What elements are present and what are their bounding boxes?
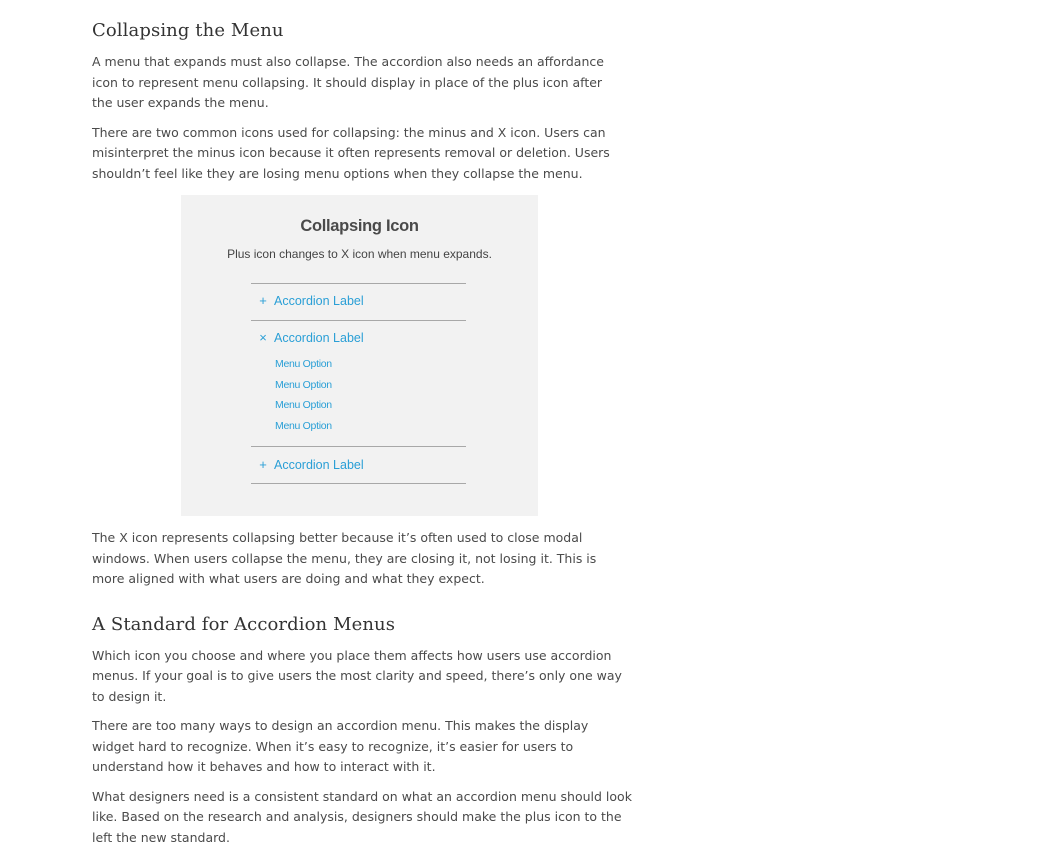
menu-option[interactable]: Menu Option bbox=[275, 379, 332, 391]
menu-option[interactable]: Menu Option bbox=[275, 358, 332, 370]
section-heading-a-standard-for-accordion-menus: A Standard for Accordion Menus bbox=[92, 613, 396, 635]
accordion-divider bbox=[251, 320, 466, 321]
paragraph: A menu that expands must also collapse. The accordion also needs an affordance icon to represent menu collapsing. It should display in place of the plus icon after the user expands the menu. bbox=[92, 54, 604, 110]
accordion-label: Accordion Label bbox=[274, 331, 364, 345]
figure-subtitle: Plus icon changes to X icon when menu expands. bbox=[227, 247, 492, 261]
paragraph: There are two common icons used for collapsing: the minus and X icon. Users can misinterpret the minus icon because it often represents removal or deletion. Users shouldn’t feel like they are losing menu options when they collapse the menu. bbox=[92, 124, 610, 181]
article-continued bbox=[92, 528, 637, 848]
accordion-divider bbox=[251, 283, 466, 284]
x-icon: × bbox=[259, 330, 267, 345]
paragraph: What designers need is a consistent standard on what an accordion menu should look like. Based on the research and analysis, designers should make the plus icon to the left the new standard. bbox=[92, 788, 632, 845]
accordion-item-3[interactable] bbox=[257, 458, 364, 472]
paragraph: Which icon you choose and where you place them affects how users use accordion menus. If your goal is to give users the most clarity and speed, there’s only one way to design it. bbox=[92, 647, 622, 704]
section-heading-collapsing-the-menu: Collapsing the Menu bbox=[92, 20, 284, 41]
plus-icon: + bbox=[259, 457, 267, 472]
plus-icon: + bbox=[259, 293, 267, 308]
collapsing-icon-figure bbox=[181, 195, 538, 516]
accordion-item-1[interactable] bbox=[257, 294, 364, 308]
paragraph: The X icon represents collapsing better because it’s often used to close modal windows. When users collapse the menu, they are closing it, not losing it. This is more aligned with what users are doing and what they expect. bbox=[92, 530, 597, 586]
article-body bbox=[92, 18, 637, 845]
figure-title: Collapsing Icon bbox=[300, 217, 419, 235]
accordion-label: Accordion Label bbox=[274, 458, 364, 472]
accordion-divider bbox=[251, 446, 466, 447]
menu-option[interactable]: Menu Option bbox=[275, 420, 332, 432]
accordion-item-2[interactable] bbox=[257, 331, 364, 345]
paragraph: There are too many ways to design an accordion menu. This makes the display widget hard to recognize. When it’s easy to recognize, it’s easier for users to understand how it behaves and how to interact with it. bbox=[92, 718, 589, 774]
accordion-divider bbox=[251, 483, 466, 484]
menu-option[interactable]: Menu Option bbox=[275, 399, 332, 411]
accordion-label: Accordion Label bbox=[274, 294, 364, 308]
